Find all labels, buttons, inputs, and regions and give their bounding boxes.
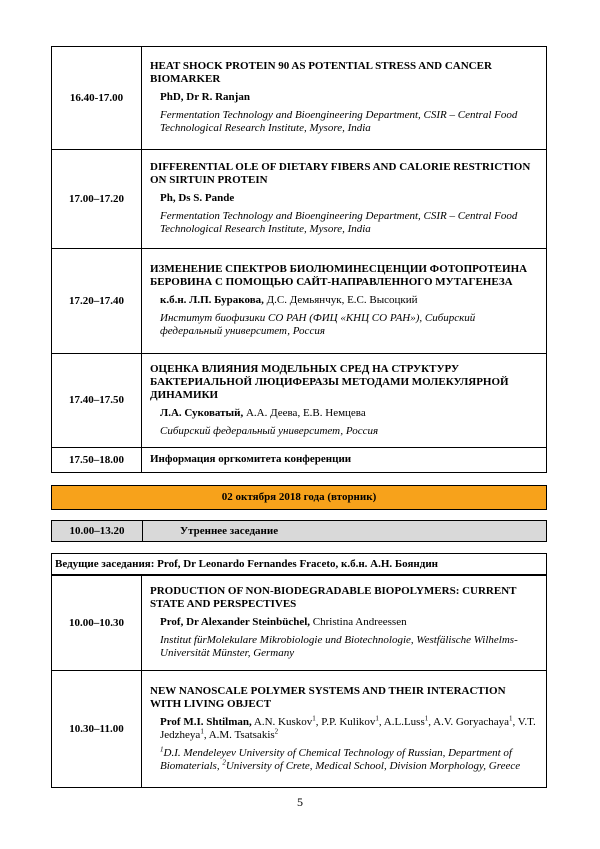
presenter: Prof, Dr Alexander Steinbüchel, <box>160 616 311 628</box>
session-chairs: Ведущие заседания: Prof, Dr Leonardo Fernandes Fraceto, к.б.н. А.Н. Бояндин <box>51 553 547 575</box>
talk-authors <box>150 294 538 307</box>
session-label: Утреннее заседание <box>180 525 279 537</box>
talk-title: ОЦЕНКА ВЛИЯНИЯ МОДЕЛЬНЫХ СРЕД НА СТРУКТУРУ БАКТЕРИАЛЬНОЙ ЛЮЦИФЕРАЗЫ МЕТОДАМИ МОЛЕКУЛЯРНОЙ ДИНАМИКИ <box>150 362 509 401</box>
presenter: PhD, Dr R. Ranjan <box>160 91 250 103</box>
time-cell: 16.40-17.00 <box>52 47 142 150</box>
time-cell: 17.40–17.50 <box>52 354 142 448</box>
talk-cell <box>142 671 547 788</box>
talk-cell <box>142 576 547 671</box>
presenter: к.б.н. Л.П. Буракова, <box>160 294 264 306</box>
talk-authors <box>150 91 538 104</box>
talk-cell <box>142 47 547 150</box>
talk-affiliation: Сибирский федеральный университет, Россия <box>160 424 379 437</box>
closing-label: Информация оргкомитета конференции <box>142 448 547 473</box>
talk-affiliation: Институт биофизики СО РАН (ФИЦ «КНЦ СО РАН»), Сибирский федеральный университет, Россия <box>160 312 476 337</box>
talk-title: HEAT SHOCK PROTEIN 90 AS POTENTIAL STRESS AND CANCER BIOMARKER <box>150 60 492 85</box>
table-row <box>52 150 547 249</box>
table-row <box>52 671 547 788</box>
table-row <box>52 47 547 150</box>
talk-cell <box>142 150 547 249</box>
talk-affiliation: Institut fürMolekulare Mikrobiologie und Biotechnologie, Westfälische Wilhelms-Universität Münster, Germany <box>160 634 518 659</box>
talk-authors <box>150 407 538 420</box>
time-cell: 17.20–17.40 <box>52 249 142 354</box>
talk-cell <box>142 249 547 354</box>
presenter: Л.А. Суковатый, <box>160 406 244 419</box>
session-row <box>51 520 547 542</box>
talk-affiliation: Fermentation Technology and Bioengineering Department, CSIR – Central Food Technological Research Institute, Mysore, India <box>160 109 518 134</box>
table-row <box>52 354 547 448</box>
co-authors: А.А. Деева, Е.В. Немцева <box>243 406 366 419</box>
time-cell: 10.30–11.00 <box>52 671 142 788</box>
co-authors: Д.С. Демьянчук, Е.С. Высоцкий <box>263 294 418 306</box>
schedule-table-day2 <box>51 575 547 788</box>
table-row <box>52 576 547 671</box>
talk-title: ИЗМЕНЕНИЕ СПЕКТРОВ БИОЛЮМИНЕСЦЕНЦИИ ФОТОПРОТЕИНА БЕРОВИНА С ПОМОЩЬЮ САЙТ-НАПРАВЛЕННОГО МУТАГЕНЕЗА <box>150 263 528 288</box>
talk-authors <box>150 616 538 629</box>
co-authors: Christina Andreessen <box>310 616 407 628</box>
time-cell: 17.00–17.20 <box>52 150 142 249</box>
time-cell: 10.00–10.30 <box>52 576 142 671</box>
talk-cell <box>142 354 547 448</box>
talk-title: DIFFERENTIAL OLE OF DIETARY FIBERS AND CALORIE RESTRICTION ON SIRTUIN PROTEIN <box>150 161 531 186</box>
date-header: 02 октября 2018 года (вторник) <box>51 485 547 510</box>
talk-title: NEW NANOSCALE POLYMER SYSTEMS AND THEIR INTERACTION WITH LIVING OBJECT <box>150 684 506 710</box>
schedule-table-day1 <box>51 46 547 473</box>
talk-title: PRODUCTION OF NON-BIODEGRADABLE BIOPOLYMERS: CURRENT STATE AND PERSPECTIVES <box>150 585 517 610</box>
table-row <box>52 249 547 354</box>
time-cell: 17.50–18.00 <box>52 448 142 473</box>
presenter: Prof M.I. Shtilman, <box>160 715 252 728</box>
page-number: 5 <box>297 795 303 809</box>
talk-affiliation: Fermentation Technology and Bioengineering Department, CSIR – Central Food Technological Research Institute, Mysore, India <box>160 210 518 235</box>
presenter: Ph, Ds S. Pande <box>160 192 235 204</box>
session-time: 10.00–13.20 <box>52 521 143 541</box>
talk-affiliation: $^1$D.I. Mendeleyev University of Chemical Technology of Russian, Department of Biomaterials, $^2$University of Crete, Medical School, Division Morphology, Greece <box>160 744 521 772</box>
talk-authors <box>150 192 538 205</box>
talk-authors: Prof M.I. Shtilman, A.N. Kuskov$^1$, P.P. Kulikov$^1$, A.L.Luss$^1$, A.V. Goryachaya$^1$, V.T. Jedzheya$^1$, A.M. Tsatsakis$^2$ <box>160 713 536 741</box>
table-row <box>52 448 547 473</box>
